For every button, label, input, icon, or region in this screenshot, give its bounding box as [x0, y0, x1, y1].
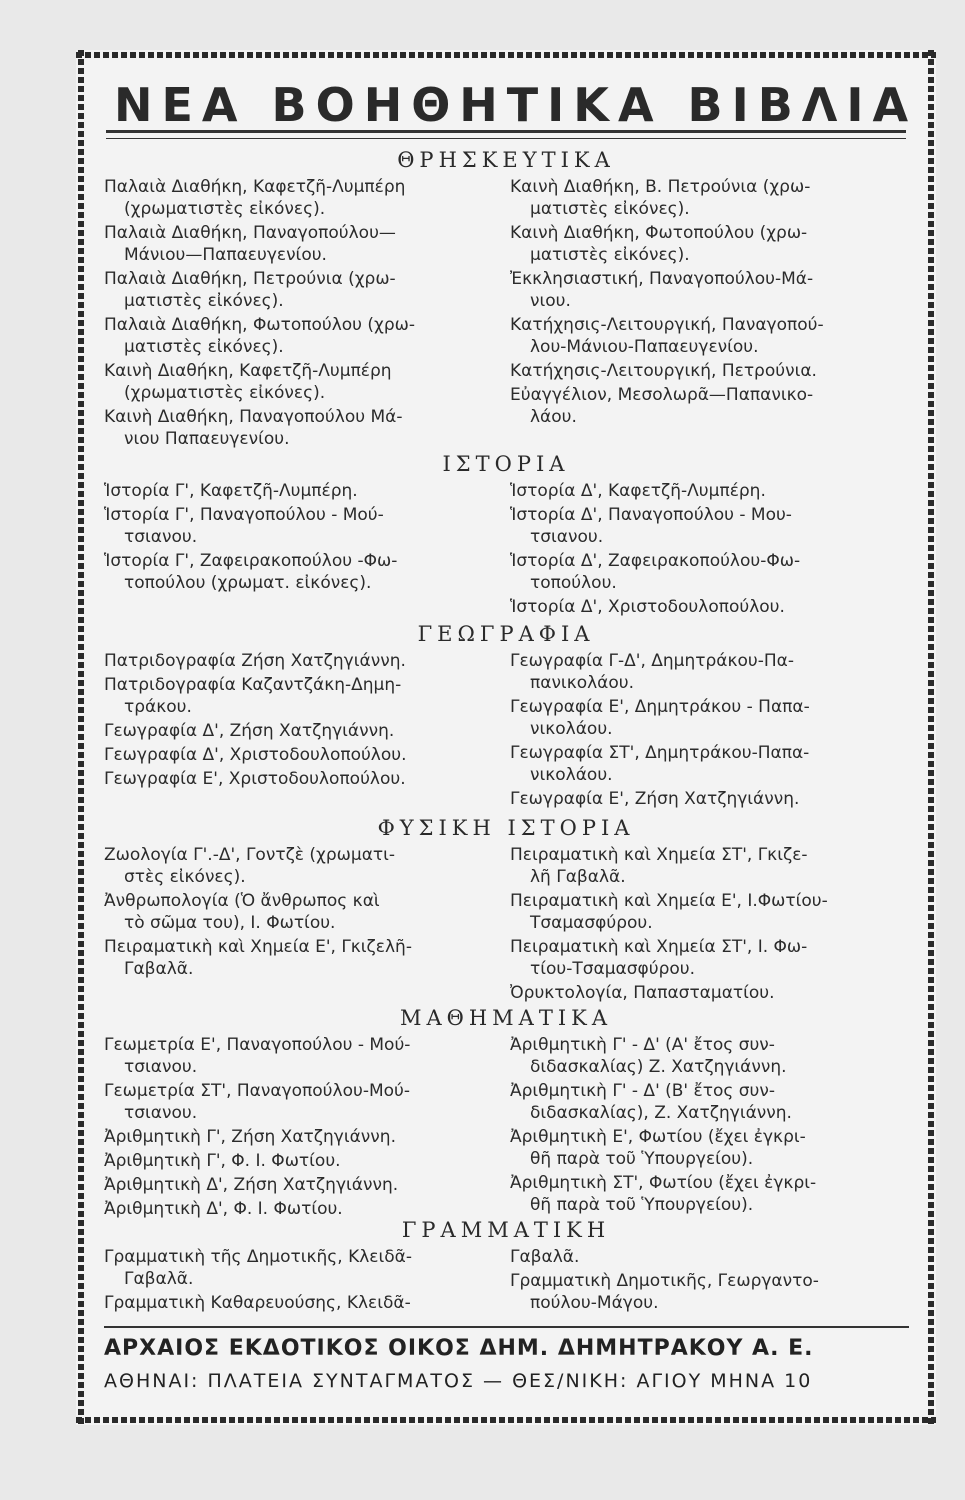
- book-entry: [104, 222, 494, 266]
- book-entry-line2: τσιανου.: [124, 1057, 198, 1077]
- history-right: [510, 480, 905, 620]
- book-entry: [104, 504, 494, 548]
- grammar-left: [104, 1246, 494, 1316]
- book-entry-line1: Γεωγραφία Ε', Ζήση Χατζηγιάννη.: [510, 789, 800, 809]
- book-entry: [510, 788, 905, 810]
- book-entry-line2: τὸ σῶμα του), Ι. Φωτίου.: [124, 913, 336, 933]
- math-left: [104, 1034, 494, 1222]
- book-entry-line1: Γεωγραφία ΣΤ', Δημητράκου-Παπα-: [510, 743, 810, 763]
- top-border: [76, 52, 936, 58]
- book-entry: [510, 890, 905, 934]
- book-entry-line1: Γαβαλᾶ.: [510, 1247, 580, 1267]
- book-entry-line2: Γαβαλᾶ.: [124, 959, 194, 979]
- book-entry: [510, 1034, 905, 1078]
- book-entry: [510, 314, 905, 358]
- book-entry-line1: Γραμματικὴ τῆς Δημοτικῆς, Κλειδᾶ-: [104, 1247, 412, 1267]
- book-entry-line1: Γεωγραφία Δ', Χριστοδουλοπούλου.: [104, 745, 407, 765]
- book-entry-line1: Ζωολογία Γ'.-Δ', Γοντζὲ (χρωματι-: [104, 845, 396, 865]
- book-entry: [104, 1246, 494, 1290]
- footer-rule: [104, 1326, 909, 1328]
- book-entry-line1: Ἱστορία Γ', Παναγοπούλου - Μού-: [104, 505, 384, 525]
- geography-right: [510, 650, 905, 812]
- book-entry-line1: Γεωμετρία ΣΤ', Παναγοπούλου-Μού-: [104, 1081, 410, 1101]
- title-rule: [106, 130, 906, 139]
- book-entry-line2: νιου.: [530, 291, 571, 311]
- book-entry-line1: Ἱστορία Δ', Χριστοδουλοπούλου.: [510, 597, 785, 617]
- book-entry-line1: Πειραματικὴ καὶ Χημεία ΣΤ', Ι. Φω-: [510, 937, 808, 957]
- book-entry-line1: Ἀριθμητικὴ Ε', Φωτίου (ἔχει ἐγκρι-: [510, 1127, 806, 1147]
- book-entry-line2: διδασκαλίας), Ζ. Χατζηγιάννη.: [530, 1103, 792, 1123]
- book-entry-line2: τσιανου.: [124, 1103, 198, 1123]
- book-entry-line1: Παλαιὰ Διαθήκη, Φωτοπούλου (χρω-: [104, 315, 416, 335]
- bottom-border: [76, 1417, 936, 1423]
- heading-grammar: ΓΡΑΜΜΑΤΙΚΗ: [401, 1218, 611, 1242]
- book-entry-line1: Ἱστορία Δ', Καφετζῆ-Λυμπέρη.: [510, 481, 766, 501]
- page-title: ΝΕΑ ΒΟΗΘΗΤΙΚΑ ΒΙΒΛΙΑ: [114, 78, 918, 132]
- book-entry-line1: Καινὴ Διαθήκη, Β. Πετρούνια (χρω-: [510, 177, 811, 197]
- book-entry-line1: Καινὴ Διαθήκη, Παναγοπούλου Μά-: [104, 407, 403, 427]
- book-entry: [104, 674, 494, 718]
- history-left: [104, 480, 494, 596]
- book-entry-line2: τοπούλου.: [530, 573, 617, 593]
- book-entry: [104, 314, 494, 358]
- book-entry-line2: λου-Μάνιου-Παπαευγενίου.: [530, 337, 759, 357]
- book-entry-line2: τσιανου.: [530, 527, 604, 547]
- book-entry-line1: Πατριδογραφία Καζαντζάκη-Δημη-: [104, 675, 402, 695]
- book-entry: [104, 720, 494, 742]
- book-entry-line2: θῆ παρὰ τοῦ Ὑπουργείου).: [530, 1149, 754, 1169]
- book-entry: [510, 384, 905, 428]
- book-entry-line2: (χρωματιστὲς εἰκόνες).: [124, 199, 326, 219]
- book-entry-line1: Γεωγραφία Δ', Ζήση Χατζηγιάννη.: [104, 721, 395, 741]
- book-entry-line1: Ἀνθρωπολογία (Ὁ ἄνθρωπος καὶ: [104, 891, 380, 911]
- book-entry: [510, 480, 905, 502]
- book-entry-line2: πούλου-Μάγου.: [530, 1293, 659, 1313]
- book-entry: [104, 1150, 494, 1172]
- book-entry: [510, 1126, 905, 1170]
- book-entry: [104, 1126, 494, 1148]
- book-entry-line1: Ἀριθμητικὴ ΣΤ', Φωτίου (ἔχει ἐγκρι-: [510, 1173, 817, 1193]
- book-entry: [104, 1034, 494, 1078]
- book-entry: [510, 844, 905, 888]
- book-entry-line1: Ἱστορία Δ', Παναγοπούλου - Μου-: [510, 505, 792, 525]
- book-entry-line2: νιου Παπαευγενίου.: [124, 429, 290, 449]
- book-entry-line2: τοπούλου (χρωματ. εἰκόνες).: [124, 573, 372, 593]
- book-entry-line2: ματιστὲς εἰκόνες).: [530, 199, 690, 219]
- book-entry-line1: Πειραματικὴ καὶ Χημεία Ε', Ι.Φωτίου-: [510, 891, 828, 911]
- book-entry: [510, 268, 905, 312]
- book-entry-line1: Ἱστορία Γ', Ζαφειρακοπούλου -Φω-: [104, 551, 398, 571]
- book-entry: [510, 504, 905, 548]
- book-entry: [510, 936, 905, 980]
- book-entry-line1: Ὀρυκτολογία, Παπασταματίου.: [510, 983, 775, 1003]
- book-entry-line1: Παλαιὰ Διαθήκη, Καφετζῆ-Λυμπέρη: [104, 177, 406, 197]
- book-entry: [510, 696, 905, 740]
- book-entry-line1: Ἀριθμητικὴ Γ', Φ. Ι. Φωτίου.: [104, 1151, 341, 1171]
- book-entry-line2: νικολάου.: [530, 719, 613, 739]
- book-entry-line1: Γεωγραφία Γ-Δ', Δημητράκου-Πα-: [510, 651, 794, 671]
- book-entry-line2: στὲς εἰκόνες).: [124, 867, 246, 887]
- book-entry: [510, 550, 905, 594]
- book-entry: [104, 550, 494, 594]
- book-entry: [510, 1270, 905, 1314]
- natural-right: [510, 844, 905, 1006]
- book-entry-line2: διδασκαλίας) Ζ. Χατζηγιάννη.: [530, 1057, 787, 1077]
- book-entry-line1: Κατήχησις-Λειτουργική, Πετρούνια.: [510, 361, 817, 381]
- book-entry-line1: Καινὴ Διαθήκη, Καφετζῆ-Λυμπέρη: [104, 361, 392, 381]
- book-entry: [510, 176, 905, 220]
- book-entry: [104, 936, 494, 980]
- book-entry-line1: Γραμματικὴ Καθαρευούσης, Κλειδᾶ-: [104, 1293, 411, 1313]
- book-entry-line1: Πατριδογραφία Ζήση Χατζηγιάννη.: [104, 651, 406, 671]
- book-entry: [104, 1292, 494, 1314]
- book-entry-line2: τράκου.: [124, 697, 192, 717]
- book-entry-line2: νικολάου.: [530, 765, 613, 785]
- book-entry-line1: Ἀριθμητικὴ Δ', Ζήση Χατζηγιάννη.: [104, 1175, 399, 1195]
- book-entry: [510, 982, 905, 1004]
- book-entry-line1: Πειραματικὴ καὶ Χημεία ΣΤ', Γκιζε-: [510, 845, 808, 865]
- book-entry-line1: Παλαιὰ Διαθήκη, Πετρούνια (χρω-: [104, 269, 396, 289]
- math-right: [510, 1034, 905, 1218]
- book-entry-line2: ματιστὲς εἰκόνες).: [530, 245, 690, 265]
- book-entry: [104, 1174, 494, 1196]
- book-entry-line1: Ἀριθμητικὴ Γ' - Δ' (Α' ἔτος συν-: [510, 1035, 775, 1055]
- publisher-name: ΑΡΧΑΙΟΣ ΕΚΔΟΤΙΚΟΣ ΟΙΚΟΣ ΔΗΜ. ΔΗΜΗΤΡΑΚΟΥ Α. Ε.: [104, 1336, 814, 1361]
- book-entry: [104, 890, 494, 934]
- book-entry: [510, 1246, 905, 1268]
- heading-religious: ΘΡΗΣΚΕΥΤΙΚΑ: [397, 148, 615, 172]
- book-entry: [104, 176, 494, 220]
- book-entry-line1: Καινὴ Διαθήκη, Φωτοπούλου (χρω-: [510, 223, 808, 243]
- geography-left: [104, 650, 494, 792]
- natural-left: [104, 844, 494, 982]
- book-entry: [104, 650, 494, 672]
- book-entry-line1: Ἀριθμητικὴ Γ', Ζήση Χατζηγιάννη.: [104, 1127, 396, 1147]
- book-entry: [104, 768, 494, 790]
- book-entry-line2: τσιανου.: [124, 527, 198, 547]
- book-entry-line2: λάου.: [530, 407, 577, 427]
- book-entry-line2: Τσαμασφύρου.: [530, 913, 653, 933]
- book-entry-line1: Ἀριθμητικὴ Γ' - Δ' (Β' ἔτος συν-: [510, 1081, 775, 1101]
- heading-natural-history: ΦΥΣΙΚΗ ΙΣΤΟΡΙΑ: [377, 816, 635, 840]
- book-entry-line1: Ἱστορία Δ', Ζαφειρακοπούλου-Φω-: [510, 551, 801, 571]
- book-entry-line2: θῆ παρὰ τοῦ Ὑπουργείου).: [530, 1195, 754, 1215]
- book-entry: [104, 268, 494, 312]
- book-entry: [104, 1198, 494, 1220]
- book-entry: [104, 480, 494, 502]
- publisher-address: ΑΘΗΝΑΙ: ΠΛΑΤΕΙΑ ΣΥΝΤΑΓΜΑΤΟΣ — ΘΕΣ/ΝΙΚΗ: ΑΓΙΟΥ ΜΗΝΑ 10: [104, 1370, 813, 1392]
- book-entry-line1: Εὐαγγέλιον, Μεσολωρᾶ—Παπανικο-: [510, 385, 814, 405]
- book-entry-line2: ματιστὲς εἰκόνες).: [124, 291, 284, 311]
- book-entry-line2: λῆ Γαβαλᾶ.: [530, 867, 626, 887]
- book-entry: [104, 360, 494, 404]
- book-entry-line1: Παλαιὰ Διαθήκη, Παναγοπούλου—: [104, 223, 396, 243]
- book-entry-line2: (χρωματιστὲς εἰκόνες).: [124, 383, 326, 403]
- book-entry-line1: Πειραματικὴ καὶ Χημεία Ε', Γκιζελῆ-: [104, 937, 412, 957]
- book-entry-line1: Κατήχησις-Λειτουργική, Παναγοπού-: [510, 315, 824, 335]
- book-entry-line2: πανικολάου.: [530, 673, 635, 693]
- book-entry-line1: Ἐκκλησιαστική, Παναγοπούλου-Μά-: [510, 269, 814, 289]
- book-entry-line1: Γεωγραφία Ε', Δημητράκου - Παπα-: [510, 697, 810, 717]
- book-entry: [104, 1080, 494, 1124]
- religious-left: [104, 176, 494, 452]
- book-entry: [104, 744, 494, 766]
- book-entry-line1: Ἀριθμητικὴ Δ', Φ. Ι. Φωτίου.: [104, 1199, 343, 1219]
- book-entry: [104, 406, 494, 450]
- book-entry-line2: τίου-Τσαμασφύρου.: [530, 959, 696, 979]
- book-entry: [510, 596, 905, 618]
- book-entry: [510, 222, 905, 266]
- book-entry: [510, 1080, 905, 1124]
- book-entry-line2: Γαβαλᾶ.: [124, 1269, 194, 1289]
- book-entry: [510, 650, 905, 694]
- book-entry: [510, 742, 905, 786]
- heading-math: ΜΑΘΗΜΑΤΙΚΑ: [399, 1006, 613, 1030]
- heading-history: ΙΣΤΟΡΙΑ: [442, 452, 570, 476]
- heading-geography: ΓΕΩΓΡΑΦΙΑ: [417, 622, 595, 646]
- book-entry-line1: Ἱστορία Γ', Καφετζῆ-Λυμπέρη.: [104, 481, 358, 501]
- book-entry-line1: Γεωμετρία Ε', Παναγοπούλου - Μού-: [104, 1035, 411, 1055]
- catalog-page: [76, 50, 936, 1425]
- book-entry-line1: Γεωγραφία Ε', Χριστοδουλοπούλου.: [104, 769, 406, 789]
- book-entry-line2: ματιστὲς εἰκόνες).: [124, 337, 284, 357]
- book-entry: [510, 360, 905, 382]
- book-entry-line2: Μάνιου—Παπαευγενίου.: [124, 245, 327, 265]
- book-entry: [510, 1172, 905, 1216]
- religious-right: [510, 176, 905, 430]
- book-entry-line1: Γραμματικὴ Δημοτικῆς, Γεωργαντο-: [510, 1271, 819, 1291]
- grammar-right: [510, 1246, 905, 1316]
- book-entry: [104, 844, 494, 888]
